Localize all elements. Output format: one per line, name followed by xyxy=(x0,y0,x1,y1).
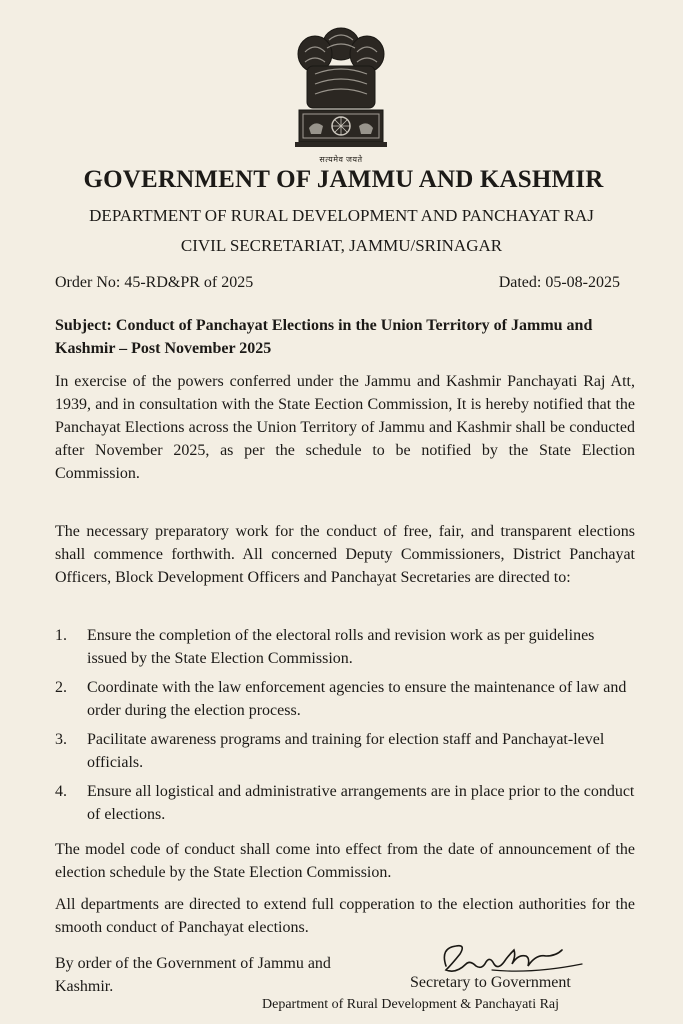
body-paragraph-1: In exercise of the powers conferred under the Jammu and Kashmir Panchayati Raj Att, 1939, and in consultation with the State Eection Commission, It is hereby notified that the Panchayat Elections across the Union Territory of Jammu and Kashmir shall be conducted after November 2025, as per the schedule to be notified by the State Election Commission. xyxy=(55,373,635,482)
government-title: GOVERNMENT OF JAMMU AND KASHMIR xyxy=(83,166,604,193)
list-item-text: Pacilitate awareness programs and training for election staff and Panchayat-level officials. xyxy=(87,731,605,771)
order-meta-row xyxy=(55,274,620,292)
emblem-motto: सत्यमेव जयते xyxy=(319,155,363,164)
list-item-number: 4. xyxy=(55,783,67,800)
list-item xyxy=(55,780,635,826)
list-item-text: Coordinate with the law enforcement agencies to ensure the maintenance of law and order during the election process. xyxy=(87,679,627,719)
body-paragraph-3: The model code of conduct shall come into effect from the date of announcement of the election schedule by the State Election Commission. xyxy=(55,841,635,881)
list-item-text: Ensure the completion of the electoral rolls and revision work as per guidelines issued by the State Election Commission. xyxy=(87,627,595,667)
list-item xyxy=(55,728,635,774)
list-item xyxy=(55,624,635,670)
list-item-number: 1. xyxy=(55,627,67,644)
signatory-title: Secretary to Government xyxy=(410,974,571,991)
list-item xyxy=(55,676,635,722)
list-item-text: Ensure all logistical and administrative arrangements are in place prior to the conduct of elections. xyxy=(87,783,635,823)
body-paragraph-4: All departments are directed to extend full copperation to the election authorities for the smooth conduct of Panchayat elections. xyxy=(55,896,635,936)
signatory-department: Department of Rural Development & Panchayati Raj xyxy=(262,997,560,1012)
list-item-number: 3. xyxy=(55,731,67,748)
body-paragraph-2: The necessary preparatory work for the conduct of free, fair, and transparent elections shall commence forthwith. All concerned Deputy Commissioners, District Panchayat Officers, Block Development Officers and Panchayat Secretaries are directed to: xyxy=(55,523,635,586)
department-name: DEPARTMENT OF RURAL DEVELOPMENT AND PANCHAYAT RAJ xyxy=(89,206,594,225)
by-order-line: By order of the Government of Jammu and Kashmir. xyxy=(55,955,331,995)
directives-list xyxy=(55,624,635,832)
order-date: Dated: 05-08-2025 xyxy=(498,274,620,291)
order-subject: Subject: Conduct of Panchayat Elections in the Union Territory of Jammu and Kashmir – Post November 2025 xyxy=(55,317,593,357)
order-number: Order No: 45-RD&PR of 2025 xyxy=(55,274,254,291)
secretariat-address: CIVIL SECRETARIAT, JAMMU/SRINAGAR xyxy=(180,236,503,255)
national-emblem-icon xyxy=(285,18,397,168)
list-item-number: 2. xyxy=(55,679,67,696)
